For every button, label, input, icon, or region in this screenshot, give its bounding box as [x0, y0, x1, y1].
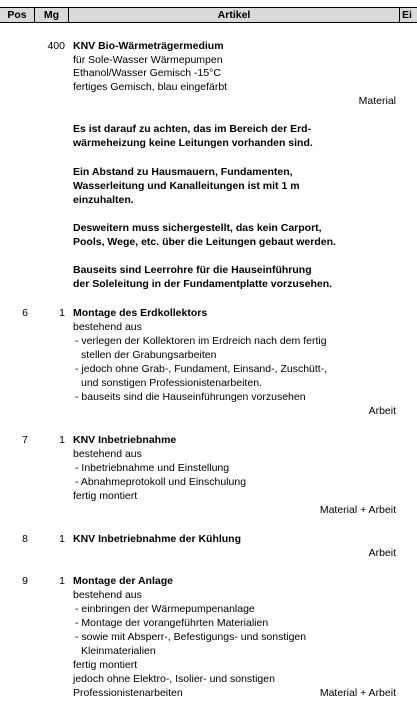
item-desc-line: Ethanol/Wasser Gemisch -15°C [73, 67, 221, 79]
item-bullet: und sonstigen Professionistenarbeiten. [81, 377, 262, 389]
item-bullet: stellen der Grabungsarbeiten [81, 349, 217, 361]
item-type: Arbeit [368, 547, 396, 559]
item-bullet: - sowie mit Absperr-, Befestigungs- und sonstigen [75, 631, 307, 643]
note-line: Pools, Wege, etc. über die Leitungen gebaut werden. [73, 236, 336, 248]
item-sub: bestehend aus [73, 448, 142, 460]
item-qty: 1 [59, 533, 65, 545]
header-mg: Mg [43, 9, 60, 21]
header-ei: Ei [402, 9, 412, 21]
item-type: Material + Arbeit [319, 687, 396, 699]
item-bullet: - einbringen der Wärmepumpenanlage [75, 603, 255, 615]
item-pos: 7 [22, 434, 28, 446]
note-line: Es ist darauf zu achten, das im Bereich der Erd- [73, 123, 312, 135]
note-line: einzuhalten. [73, 194, 134, 206]
item-pos: 8 [22, 533, 28, 545]
note-line: Wasserleitung und Kanalleitungen ist mit 1 m [73, 180, 300, 192]
item-bullet: - bauseits sind die Hauseinführungen vorzusehen [75, 391, 306, 403]
item-bullet: - Abnahmeprotokoll und Einschulung [75, 476, 247, 488]
item-title: KNV Bio-Wärmeträgermedium [73, 40, 224, 52]
item-bullet: - verlegen der Kollektoren im Erdreich nach dem fertig [75, 335, 327, 347]
item-bullet: Kleinmaterialien [81, 645, 156, 657]
item-title: KNV Inbetriebnahme [73, 434, 177, 446]
note-line: der Soleleitung in der Fundamentplatte vorzusehen. [73, 278, 333, 290]
note-line: Desweitern muss sichergestellt, das kein Carport, [73, 222, 322, 234]
item-title: Montage des Erdkollektors [73, 307, 208, 319]
item-sub: bestehend aus [73, 321, 142, 333]
item-type: Material [358, 95, 396, 107]
item-pos: 6 [22, 307, 28, 319]
item-tail: Professionistenarbeiten [73, 687, 183, 699]
item-qty: 1 [59, 307, 65, 319]
item-title: Montage der Anlage [73, 575, 173, 587]
item-pos: 9 [22, 575, 28, 587]
item-tail: fertig montiert [73, 659, 138, 671]
note-line: Bauseits sind Leerrohre für die Hauseinführung [73, 264, 312, 276]
item-qty: 1 [59, 575, 65, 587]
header-pos: Pos [7, 9, 27, 21]
item-qty: 400 [47, 40, 65, 52]
header-artikel: Artikel [217, 9, 251, 21]
item-bullet: - Montage der vorangeführten Materialien [75, 617, 269, 629]
item-sub: bestehend aus [73, 589, 142, 601]
item-title: KNV Inbetriebnahme der Kühlung [73, 533, 242, 545]
item-tail: fertig montiert [73, 490, 138, 502]
item-desc-line: fertiges Gemisch, blau eingefärbt [73, 81, 228, 93]
note-line: wärmeheizung keine Leitungen vorhanden sind. [73, 137, 313, 149]
item-tail: jedoch ohne Elektro-, Isolier- und sonstigen [73, 673, 275, 685]
item-qty: 1 [59, 434, 65, 446]
item-type: Material + Arbeit [319, 504, 396, 516]
item-desc-line: für Sole-Wasser Wärmepumpen [73, 54, 223, 66]
note-line: Ein Abstand zu Hausmauern, Fundamenten, [73, 166, 293, 178]
table-header [0, 7, 417, 23]
item-bullet: - jedoch ohne Grab-, Fundament, Einsand-, Zuschütt-, [75, 363, 328, 375]
item-type: Arbeit [368, 405, 396, 417]
item-bullet: - Inbetriebnahme und Einstellung [75, 462, 230, 474]
